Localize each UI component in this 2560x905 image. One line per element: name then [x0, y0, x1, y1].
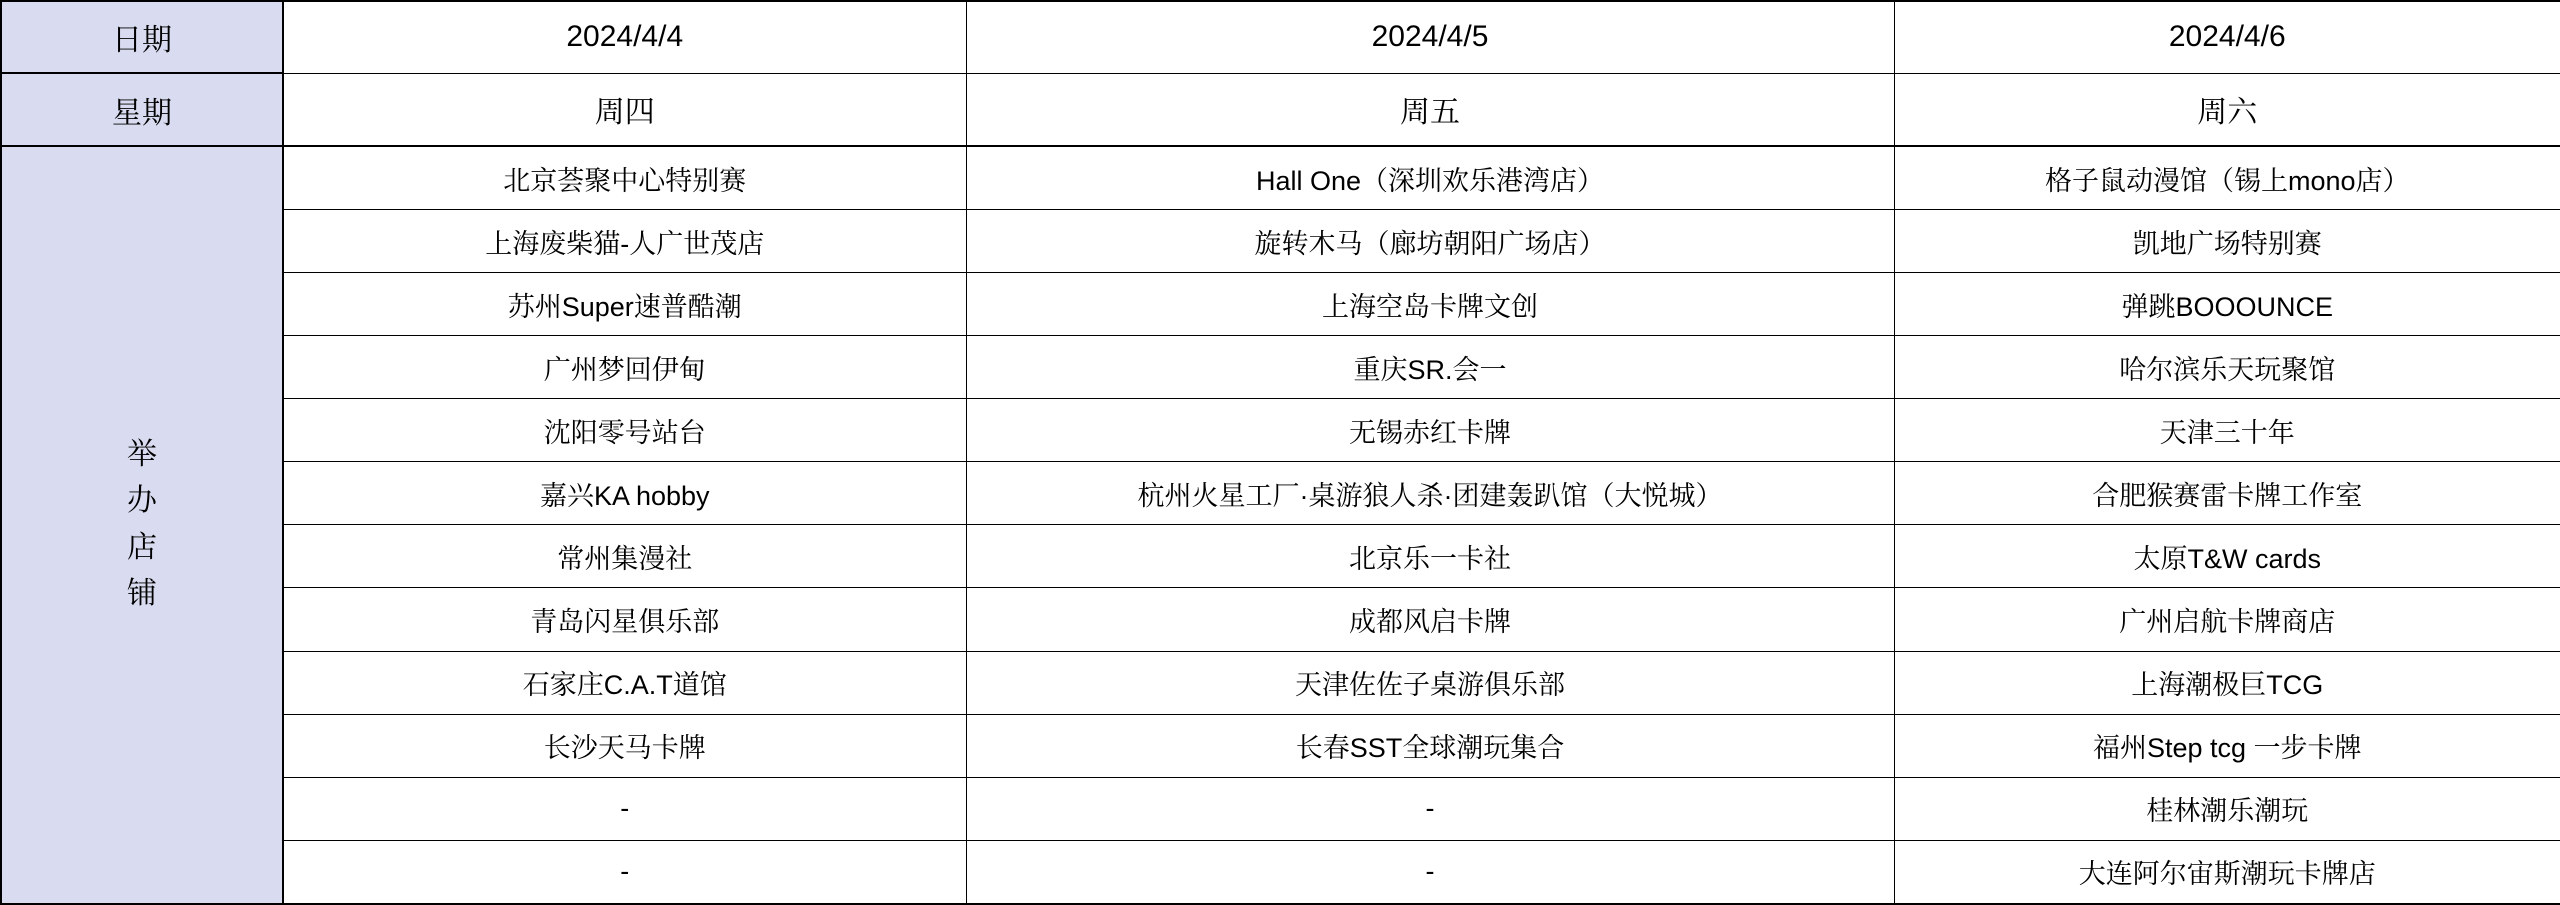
store-cell: 上海潮极巨TCG [1894, 651, 2560, 714]
store-cell: - [283, 777, 966, 840]
header-weekday-col3: 周六 [1894, 73, 2560, 145]
store-cell: 上海空岛卡牌文创 [966, 273, 1894, 336]
table-row [1, 462, 2560, 525]
table-row [1, 525, 2560, 588]
table-row [1, 273, 2560, 336]
row-label-stores-char-1: 办 [127, 484, 157, 518]
store-cell: 福州Step tcg 一步卡牌 [1894, 714, 2560, 777]
table-row [1, 210, 2560, 273]
row-label-stores-char-3: 铺 [127, 577, 157, 611]
store-cell: 上海废柴猫-人广世茂店 [283, 210, 966, 273]
store-cell: 天津佐佐子桌游俱乐部 [966, 651, 1894, 714]
header-date-col3: 2024/4/6 [1894, 1, 2560, 73]
store-cell: - [283, 840, 966, 904]
table-row-weekday [1, 73, 2560, 145]
table-row [1, 840, 2560, 904]
row-label-stores [1, 146, 283, 904]
store-cell: 天津三十年 [1894, 399, 2560, 462]
store-cell: 格子鼠动漫馆（锡上mono店） [1894, 146, 2560, 210]
row-label-stores-char-2: 店 [127, 530, 157, 564]
store-cell: 北京乐一卡社 [966, 525, 1894, 588]
header-weekday-col1: 周四 [283, 73, 966, 145]
table-row-date [1, 1, 2560, 73]
store-cell: 凯地广场特别赛 [1894, 210, 2560, 273]
header-weekday-col2: 周五 [966, 73, 1894, 145]
store-cell: 长沙天马卡牌 [283, 714, 966, 777]
store-cell: 嘉兴KA hobby [283, 462, 966, 525]
table-row [1, 588, 2560, 651]
store-cell: 广州梦回伊甸 [283, 336, 966, 399]
store-cell: 旋转木马（廊坊朝阳广场店） [966, 210, 1894, 273]
store-cell: 太原T&W cards [1894, 525, 2560, 588]
table-row [1, 651, 2560, 714]
store-cell: 大连阿尔宙斯潮玩卡牌店 [1894, 840, 2560, 904]
store-cell: 青岛闪星俱乐部 [283, 588, 966, 651]
store-cell: 杭州火星工厂·桌游狼人杀·团建轰趴馆（大悦城） [966, 462, 1894, 525]
store-cell: Hall One（深圳欢乐港湾店） [966, 146, 1894, 210]
store-cell: 重庆SR.会一 [966, 336, 1894, 399]
store-cell: 成都风启卡牌 [966, 588, 1894, 651]
store-cell: 弹跳BOOOUNCE [1894, 273, 2560, 336]
store-cell: 长春SST全球潮玩集合 [966, 714, 1894, 777]
header-date-col1: 2024/4/4 [283, 1, 966, 73]
store-cell: 桂林潮乐潮玩 [1894, 777, 2560, 840]
header-date-col2: 2024/4/5 [966, 1, 1894, 73]
store-cell: 北京荟聚中心特别赛 [283, 146, 966, 210]
store-cell: 沈阳零号站台 [283, 399, 966, 462]
store-cell: 苏州Super速普酷潮 [283, 273, 966, 336]
store-cell: 无锡赤红卡牌 [966, 399, 1894, 462]
store-cell: - [966, 840, 1894, 904]
store-cell: 哈尔滨乐天玩聚馆 [1894, 336, 2560, 399]
store-cell: 石家庄C.A.T道馆 [283, 651, 966, 714]
table-row [1, 714, 2560, 777]
row-label-stores-char-0: 举 [127, 437, 157, 471]
table-row [1, 777, 2560, 840]
store-cell: - [966, 777, 1894, 840]
row-label-weekday: 星期 [1, 73, 283, 145]
store-cell: 合肥猴赛雷卡牌工作室 [1894, 462, 2560, 525]
store-cell: 常州集漫社 [283, 525, 966, 588]
store-cell: 广州启航卡牌商店 [1894, 588, 2560, 651]
table-row [1, 146, 2560, 210]
row-label-date: 日期 [1, 1, 283, 73]
table-row [1, 399, 2560, 462]
table-row [1, 336, 2560, 399]
